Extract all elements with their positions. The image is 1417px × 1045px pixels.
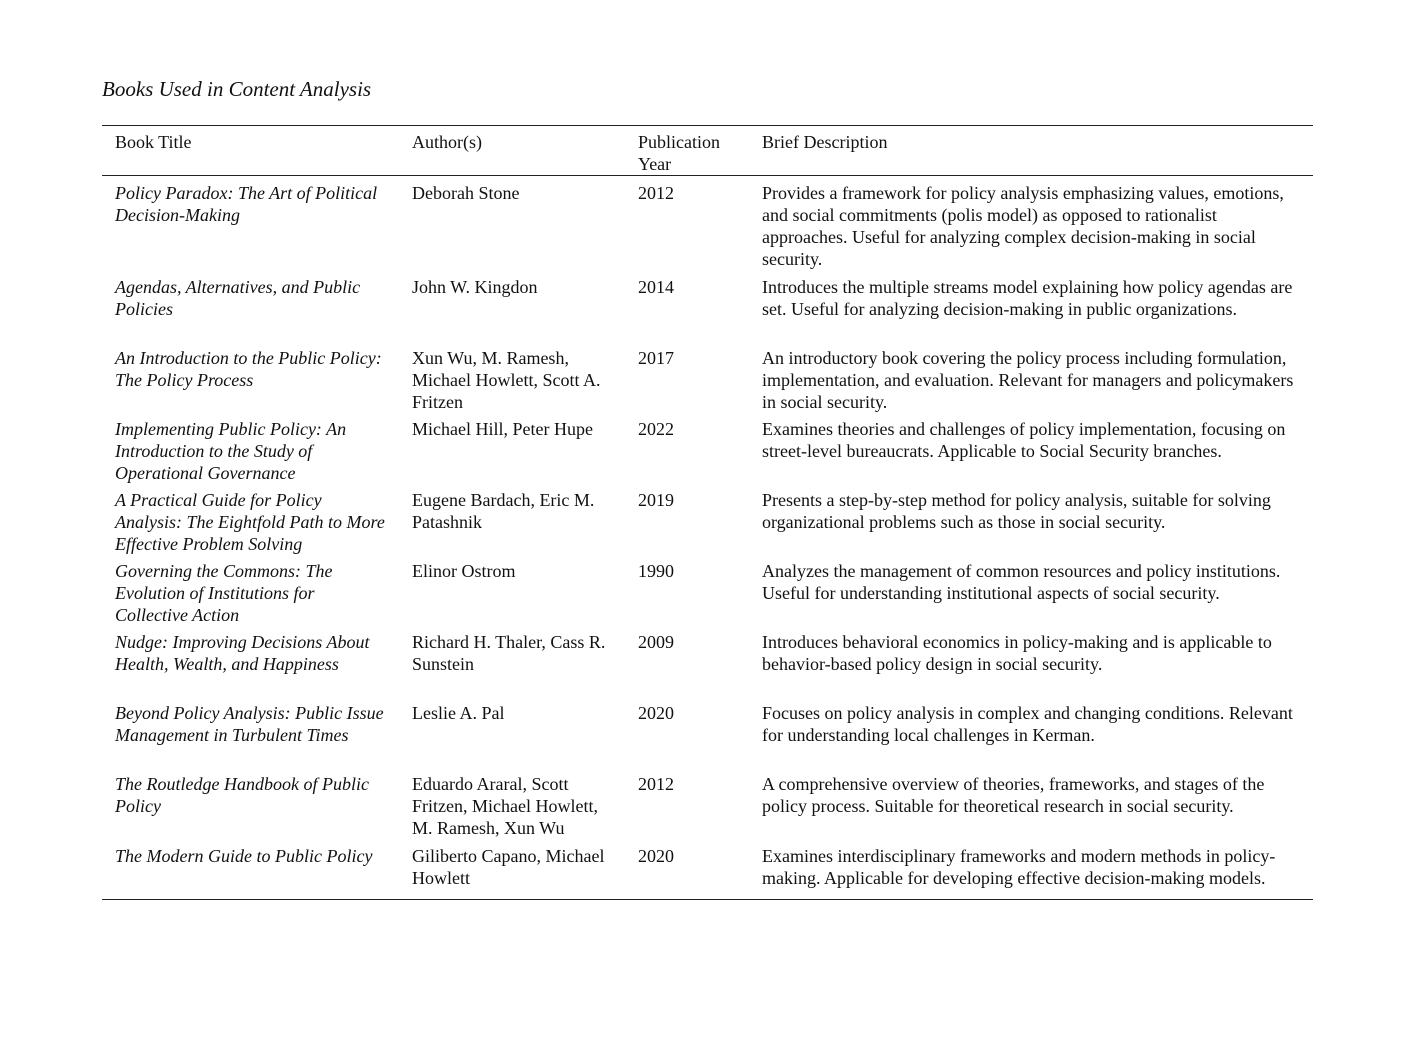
description-cell: An introductory book covering the policy process including formulation, implementation, and evaluation. Relevant for managers and policymakers in social security. xyxy=(762,348,1294,412)
authors-cell: Xun Wu, M. Ramesh, Michael Howlett, Scott A. Fritzen xyxy=(412,348,601,412)
table-row xyxy=(102,176,1313,272)
table-row xyxy=(102,413,1313,484)
book-title-cell: Governing the Commons: The Evolution of Institutions for Collective Action xyxy=(115,561,333,625)
book-title-cell: The Modern Guide to Public Policy xyxy=(115,846,373,866)
year-cell: 2017 xyxy=(638,348,674,368)
book-title-cell: The Routledge Handbook of Public Policy xyxy=(115,774,369,816)
table-row xyxy=(102,768,1313,840)
table-row xyxy=(102,840,1313,900)
table-row xyxy=(102,271,1313,342)
authors-cell: Michael Hill, Peter Hupe xyxy=(412,419,593,439)
books-table xyxy=(102,125,1313,900)
year-cell: 2020 xyxy=(638,846,674,866)
authors-cell: Deborah Stone xyxy=(412,183,520,203)
table-row xyxy=(102,626,1313,697)
authors-cell: John W. Kingdon xyxy=(412,277,538,297)
authors-cell: Giliberto Capano, Michael Howlett xyxy=(412,846,605,888)
table-row xyxy=(102,484,1313,555)
description-cell: Analyzes the management of common resources and policy institutions. Useful for understanding institutional aspects of social security. xyxy=(762,561,1281,603)
table-header xyxy=(102,126,1313,176)
table-caption: Books Used in Content Analysis xyxy=(102,77,372,101)
description-cell: Focuses on policy analysis in complex and changing conditions. Relevant for understanding local challenges in Kerman. xyxy=(762,703,1293,745)
year-cell: 2014 xyxy=(638,277,674,297)
year-cell: 1990 xyxy=(638,561,674,581)
book-title-cell: Policy Paradox: The Art of Political Decision-Making xyxy=(115,183,378,225)
header-brief-description: Brief Description xyxy=(762,132,888,152)
book-title-cell: Nudge: Improving Decisions About Health, Wealth, and Happiness xyxy=(115,632,370,674)
year-cell: 2020 xyxy=(638,703,674,723)
document-page xyxy=(102,74,1313,900)
table-body xyxy=(102,176,1313,900)
authors-cell: Leslie A. Pal xyxy=(412,703,505,723)
table-row xyxy=(102,342,1313,413)
header-publication-year: Publication Year xyxy=(638,132,720,174)
description-cell: Introduces behavioral economics in policy-making and is applicable to behavior-based policy design in social security. xyxy=(762,632,1272,674)
authors-cell: Eugene Bardach, Eric M. Patashnik xyxy=(412,490,595,532)
book-title-cell: Beyond Policy Analysis: Public Issue Management in Turbulent Times xyxy=(115,703,384,745)
description-cell: Provides a framework for policy analysis emphasizing values, emotions, and social commitments (polis model) as opposed to rationalist approaches. Useful for analyzing complex decision-making in social security. xyxy=(762,183,1284,269)
description-cell: Presents a step-by-step method for policy analysis, suitable for solving organizational problems such as those in social security. xyxy=(762,490,1271,532)
book-title-cell: Implementing Public Policy: An Introduction to the Study of Operational Governance xyxy=(115,419,347,483)
description-cell: Introduces the multiple streams model explaining how policy agendas are set. Useful for analyzing decision-making in public organizations. xyxy=(762,277,1293,319)
year-cell: 2022 xyxy=(638,419,674,439)
table-row xyxy=(102,555,1313,626)
year-cell: 2012 xyxy=(638,774,674,794)
authors-cell: Elinor Ostrom xyxy=(412,561,516,581)
year-cell: 2012 xyxy=(638,183,674,203)
year-cell: 2009 xyxy=(638,632,674,652)
table-row xyxy=(102,697,1313,768)
book-title-cell: Agendas, Alternatives, and Public Policies xyxy=(115,277,361,319)
year-cell: 2019 xyxy=(638,490,674,510)
description-cell: Examines interdisciplinary frameworks and modern methods in policy-making. Applicable for developing effective decision-making models. xyxy=(762,846,1276,888)
book-title-cell: A Practical Guide for Policy Analysis: The Eightfold Path to More Effective Problem Solving xyxy=(115,490,385,554)
header-row xyxy=(102,126,1313,176)
description-cell: A comprehensive overview of theories, frameworks, and stages of the policy process. Suitable for theoretical research in social security. xyxy=(762,774,1265,816)
description-cell: Examines theories and challenges of policy implementation, focusing on street-level bureaucrats. Applicable to Social Security branches. xyxy=(762,419,1286,461)
book-title-cell: An Introduction to the Public Policy: The Policy Process xyxy=(115,348,382,390)
header-book-title: Book Title xyxy=(115,132,192,152)
authors-cell: Eduardo Araral, Scott Fritzen, Michael Howlett, M. Ramesh, Xun Wu xyxy=(412,774,598,838)
header-authors: Author(s) xyxy=(412,132,482,152)
authors-cell: Richard H. Thaler, Cass R. Sunstein xyxy=(412,632,606,674)
